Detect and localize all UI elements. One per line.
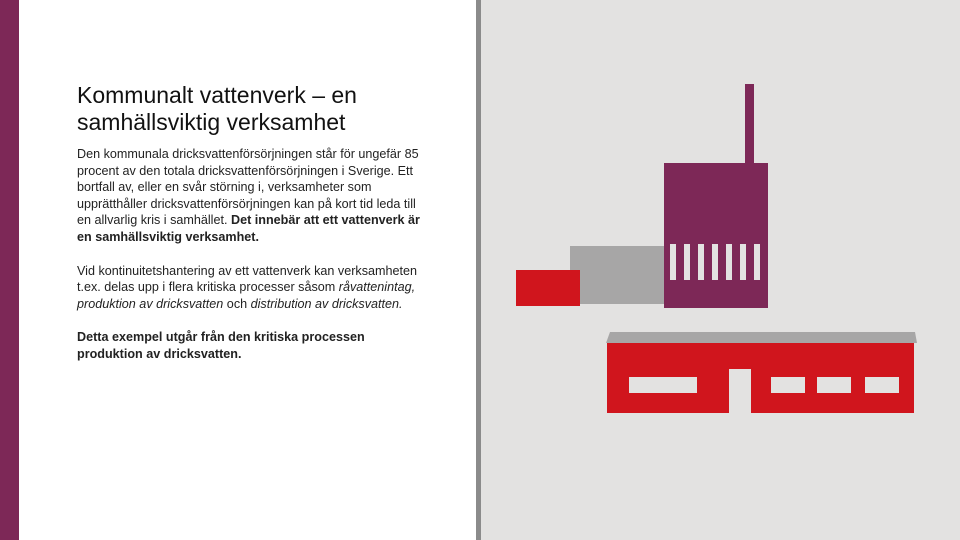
intro-bold-text: Det innebär att ett vattenverk är en samhällsviktig verksamhet. [77, 213, 420, 244]
process-text-1: Vid kontinuitetshantering av ett vattenverk kan verksamheten t.ex. delas upp i flera kritiska processer såsom [77, 263, 417, 295]
example-bold-text: Detta exempel utgår från den kritiska processen produktion av dricksvatten. [77, 330, 365, 361]
process-italic-1: råvattenintag, produktion av dricksvatten [77, 280, 416, 311]
purple-tower [664, 163, 768, 308]
red-small-building [516, 270, 580, 306]
illustration-panel [481, 0, 960, 540]
accent-band [0, 0, 19, 540]
title-line-1: Kommunalt vattenverk – en [77, 82, 357, 108]
gray-building [570, 246, 666, 304]
title-line-2: samhällsviktig verksamhet [77, 109, 346, 135]
process-italic-2: distribution av dricksvatten. [250, 296, 403, 311]
text-column [77, 82, 429, 380]
example-paragraph [77, 329, 429, 362]
intro-paragraph [77, 146, 429, 246]
intro-text: Den kommunala dricksvattenförsörjningen står för ungefär 85 procent av den totala dricksvattenförsörjningen i Sverige. Ett bortfall av, eller en svår störning i, verksamheter som upprätthåller dricksvattenförsörjningen kan på kort tid leda till en allvarlig kris i samhället. [77, 147, 419, 228]
page-title [77, 82, 429, 136]
main-roof [606, 332, 917, 343]
process-text-2: och [223, 296, 251, 311]
water-treatment-plant-icon [481, 0, 960, 540]
process-paragraph [77, 263, 429, 313]
chimney [745, 84, 754, 164]
